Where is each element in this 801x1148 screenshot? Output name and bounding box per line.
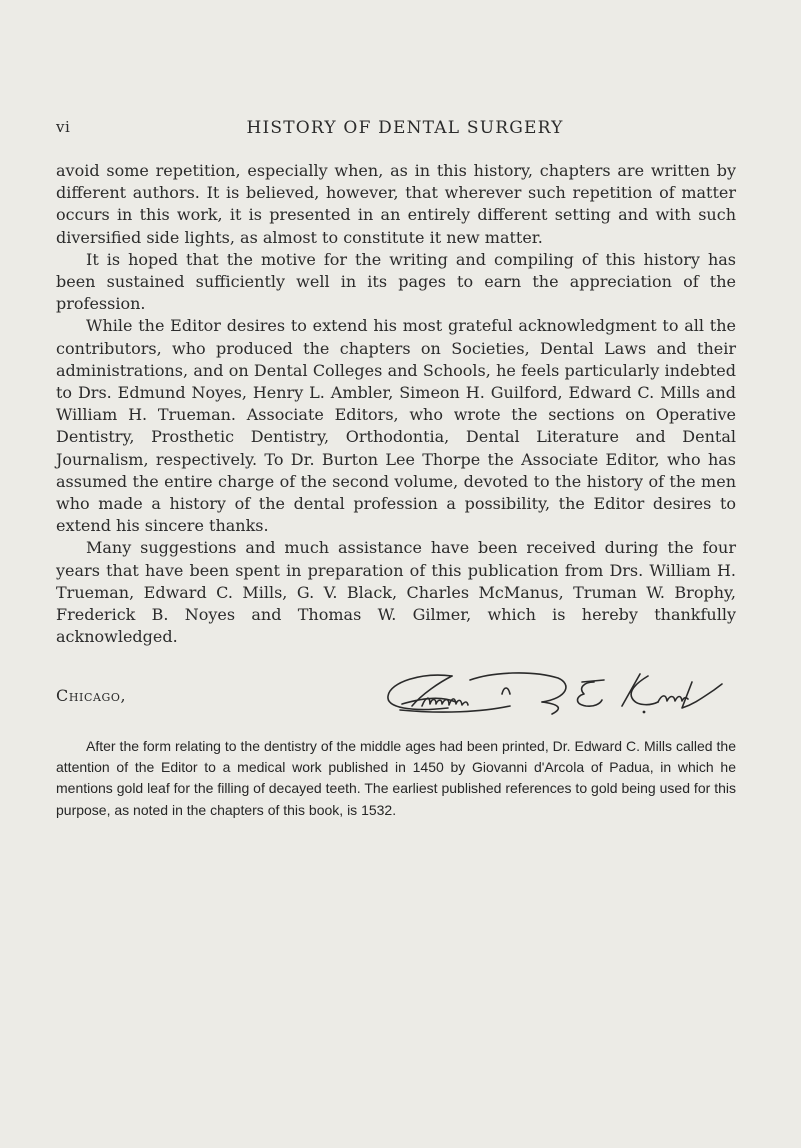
- handwritten-signature: [382, 668, 734, 718]
- footnote: After the form relating to the dentistry of the middle ages had been printed, Dr. Edward C. Mills called the attention of the Editor to a medical work published in 1450 by Giovanni d'Arcola of Padua, in which he mentions gold leaf for the filling of decayed teeth. The earliest published references to gold being used for this purpose, as noted in the chapters of this book, is 1532.: [56, 738, 736, 818]
- running-title: HISTORY OF DENTAL SURGERY: [246, 118, 564, 138]
- paragraph-acknowledgment: While the Editor desires to extend his most grateful acknowledgment to all the contributors, who produced the chapters on Societies, Dental Laws and their administrations, and on Dental Colleges and Schools, he feels particularly indebted to Drs. Edmund Noyes, Henry L. Ambler, Simeon H. Guilford, Edward C. Mills and William H. Trueman. Associate Editors, who wrote the sections on Operative Dentistry, Prosthetic Dentistry, Orthodontia, Dental Literature and Dental Journalism, respectively. To Dr. Burton Lee Thorpe the Associate Editor, who has assumed the entire charge of the second volume, devoted to the history of the men who made a history of the dental profession a possibility, the Editor desires to extend his sincere thanks.: [56, 316, 736, 536]
- page-number: vi: [56, 118, 71, 136]
- paragraph-suggestions: Many suggestions and much assistance have been received during the four years that have been spent in preparation of this publication from Drs. William H. Trueman, Edward C. Mills, G. V. Black, Charles McManus, Truman W. Brophy, Frederick B. Noyes and Thomas W. Gilmer, which is hereby thankfully acknowledged.: [56, 538, 736, 647]
- preface-body: [56, 160, 736, 648]
- place-name: Chicago,: [56, 686, 127, 705]
- running-head: [56, 118, 736, 144]
- paragraph-motive: It is hoped that the motive for the writing and compiling of this history has been sustained sufficiently well in its pages to earn the appreciation of the profession.: [56, 249, 736, 314]
- signature-row: [56, 676, 736, 716]
- paragraph-repetition: avoid some repetition, especially when, as in this history, chapters are written by different authors. It is believed, however, that wherever such repetition of matter occurs in this work, it is presented in an entirely different setting and with such diversified side lights, as almost to constitute it new matter.: [56, 161, 736, 247]
